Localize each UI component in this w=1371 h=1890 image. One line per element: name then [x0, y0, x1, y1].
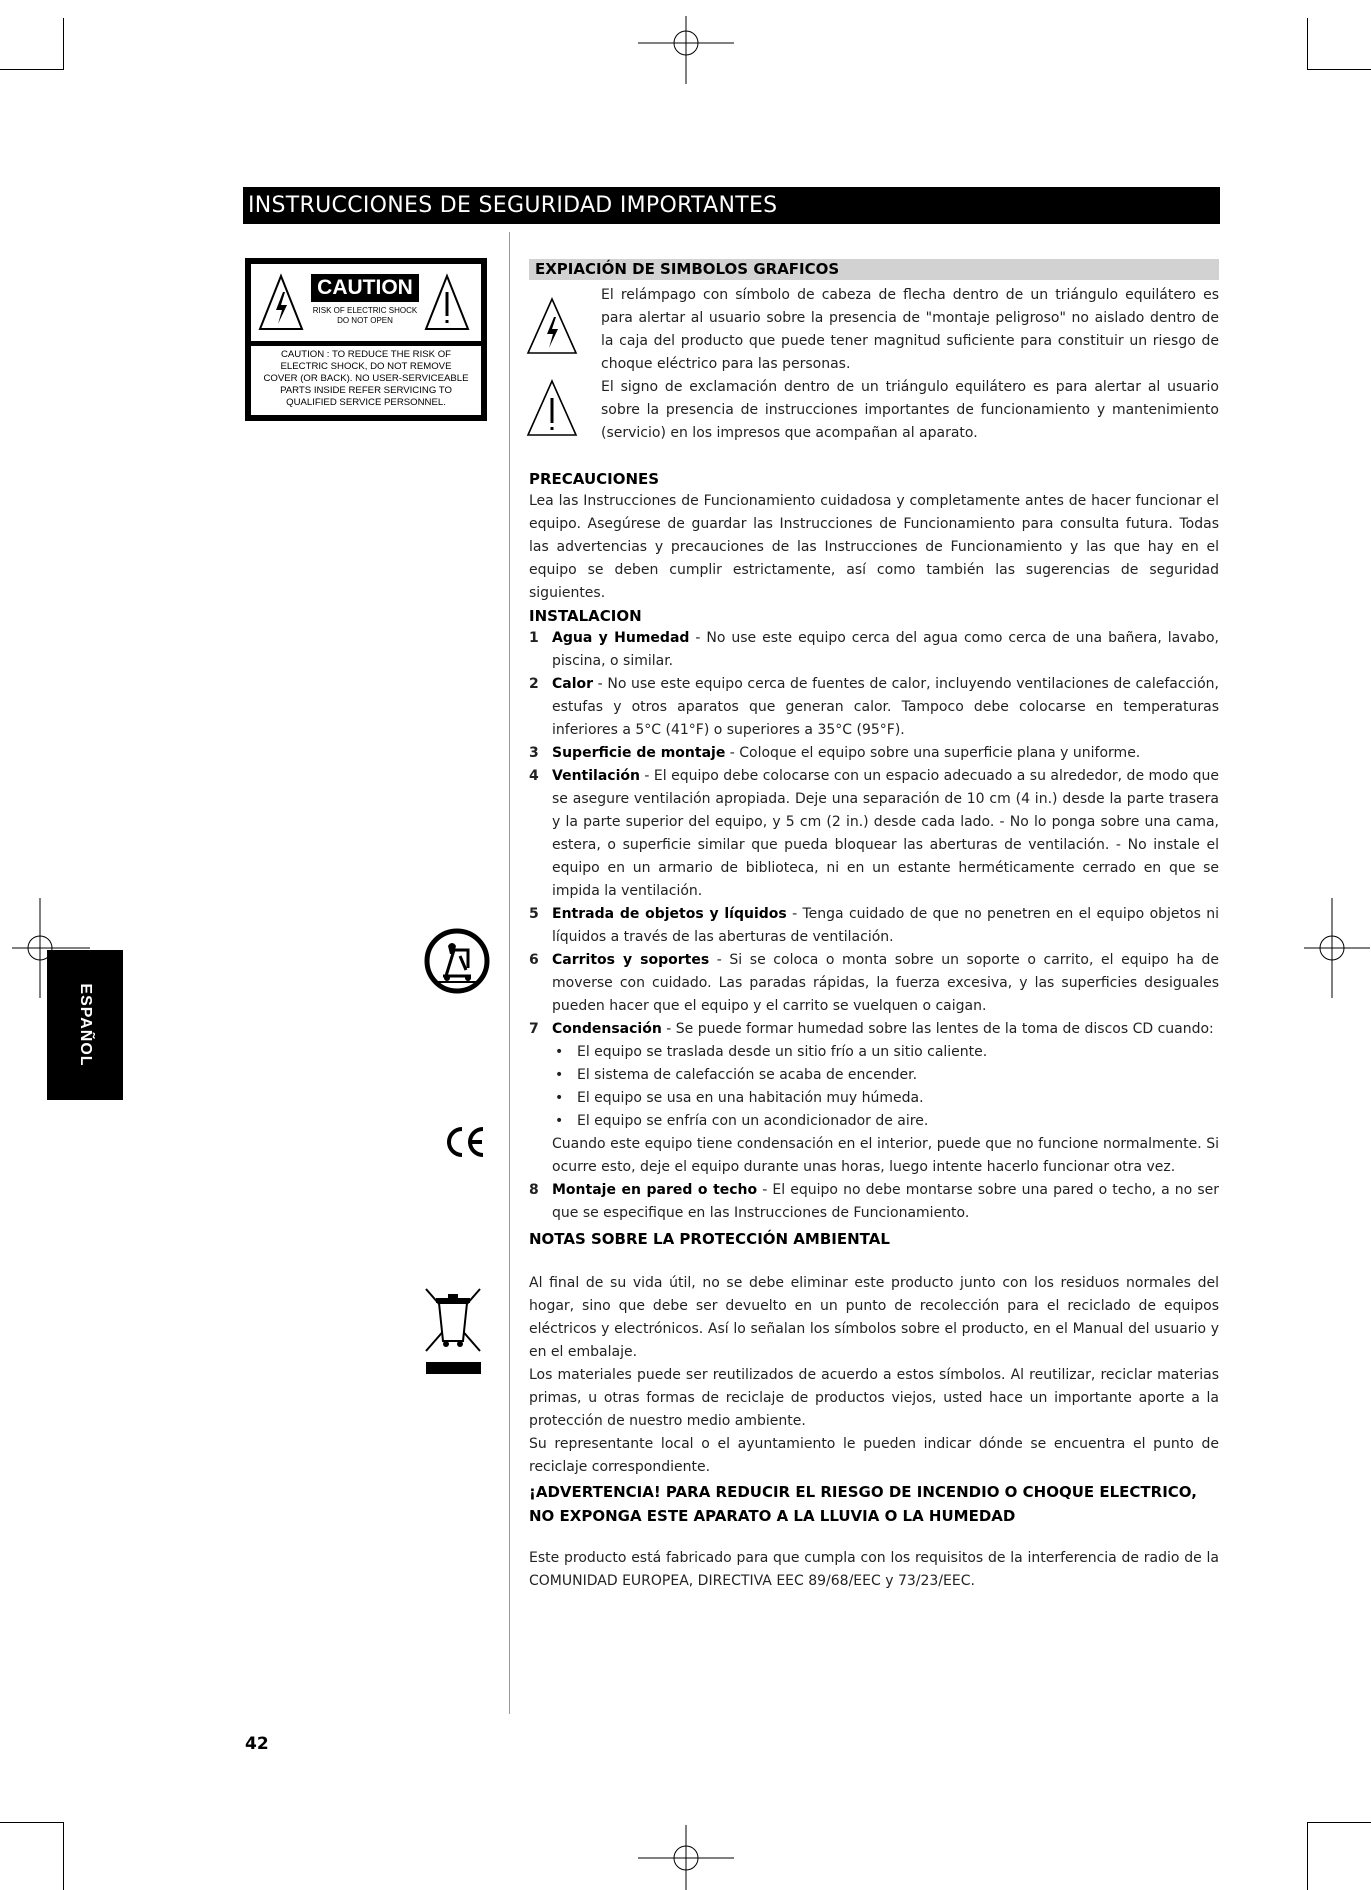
caution-heading: CAUTION: [311, 274, 419, 302]
list-item: 4 Ventilación - El equipo debe colocarse con un espacio adecuado a su alrededor, de modo que se asegure ventilación apropiada. Deje una separación de 10 cm (4 in.) desde la parte trasera y la parte superior del equipo, y 5 cm (2 in.) desde cada lado. - No lo ponga sobre una cama, estera, o superficie similar que pueda bloquear las aberturas de ventilación. - No instale el equipo en un armario de biblioteca, ni en un estante herméticamente cerrado en que se impida la ventilación.: [529, 768, 1219, 899]
crop-mark: [1308, 69, 1371, 70]
installation-heading: INSTALACION: [529, 607, 642, 625]
list-item: 5 Entrada de objetos y líquidos - Tenga cuidado de que no penetren en el equipo objetos ni líquidos a través de las aberturas de ventilación.: [529, 906, 1219, 945]
ce-mark-icon: [443, 1125, 487, 1159]
column-divider: [509, 232, 510, 1714]
precautions-text: Lea las Instrucciones de Funcionamiento cuidadosa y completamente antes de hacer funcionar el equipo. Asegúrese de guardar las Instrucciones de Funcionamiento para consulta futura. Todas las advertencias y precauciones de las Instrucciones de Funcionamiento y las que hay en el equipo se deben cumplir estrictamente, así como también las sugerencias de seguridad siguientes.: [529, 493, 1219, 601]
lightning-symbol-text: El relámpago con símbolo de cabeza de flecha dentro de un triángulo equilátero es para alertar al usuario sobre la presencia de "montaje peligroso" no aislado dentro de la caja del producto que puede tener magnitud suficiente para constituir un riesgo de choque eléctrico para las personas.: [601, 287, 1219, 372]
caution-divider: [251, 341, 481, 346]
lightning-warning-icon: [257, 272, 305, 332]
symbols-heading: EXPIACIÓN DE SIMBOLOS GRAFICOS: [529, 259, 1219, 280]
list-item: 3 Superficie de montaje - Coloque el equipo sobre una superficie plana y uniforme.: [529, 745, 1141, 761]
crop-mark: [0, 69, 63, 70]
list-item: 2 Calor - No use este equipo cerca de fuentes de calor, incluyendo ventilaciones de calefacción, estufas y otros aparatos que generan calor. Tampoco debe colocarse en temperaturas inferiores a 5°C (41°F) o superiores a 35°C (95°F).: [529, 676, 1219, 738]
warning-text: Este producto está fabricado para que cumpla con los requisitos de la interferencia de radio de la COMUNIDAD EUROPEA, DIRECTIVA EEC 89/68/EEC y 73/23/EEC.: [529, 1550, 1219, 1589]
bullet-item: • El equipo se enfría con un acondicionador de aire.: [552, 1110, 1219, 1133]
exclamation-triangle-icon: [526, 378, 578, 438]
warning-heading: ¡ADVERTENCIA! PARA REDUCIR EL RIESGO DE INCENDIO O CHOQUE ELECTRICO, NO EXPONGA ESTE APARATO A LA LLUVIA O LA HUMEDAD: [529, 1483, 1197, 1525]
page-title: INSTRUCCIONES DE SEGURIDAD IMPORTANTES: [243, 187, 1220, 224]
environment-text-1: Al final de su vida útil, no se debe eliminar este producto junto con los residuos normales del hogar, sino que debe ser devuelto en un punto de recolección para el reciclado de equipos eléctricos y electrónicos. Así lo señalan los símbolos sobre el producto, en el Manual del usuario y en el embalaje.: [529, 1275, 1219, 1360]
caution-text: CAUTION : TO REDUCE THE RISK OF ELECTRIC SHOCK, DO NOT REMOVE COVER (OR BACK). NO USER-SERVICEABLE PARTS INSIDE REFER SERVICING TO QUALIFIED SERVICE PERSONNEL.: [263, 349, 469, 408]
list-item: 7 Condensación - Se puede formar humedad sobre las lentes de la toma de discos CD cuando: • El equipo se traslada desde un sitio frío a un sitio caliente. • El sistema de calefacción se acaba de encender. • El equipo se usa en una habitación muy húmeda. • El equipo se enfría con un acondicionador de aire. Cuando este equipo tiene condensación en el interior, puede que no funcione normalmente. Si ocurre esto, deje el equipo durante unas horas, luego intente hacerlo funcionar otra vez.: [529, 1018, 1219, 1179]
exclamation-warning-icon: [423, 272, 471, 332]
condensation-bullets: [552, 1041, 1219, 1133]
environment-text-2: Los materiales puede ser reutilizados de acuerdo a estos símbolos. Al reutilizar, reciclar materias primas, u otras formas de reciclaje de productos viejos, usted hace un importante aporte a la protección de nuestro medio ambiente.: [529, 1367, 1219, 1429]
list-item: 1 Agua y Humedad - No use este equipo cerca del agua como cerca de una bañera, lavabo, piscina, o similar.: [529, 630, 1220, 669]
bullet-item: • El equipo se usa en una habitación muy húmeda.: [552, 1087, 1219, 1110]
lightning-triangle-icon: [526, 296, 578, 356]
condensation-note: Cuando este equipo tiene condensación en el interior, puede que no funcione normalmente. Si ocurre esto, deje el equipo durante unas horas, luego intente hacerlo funcionar otra vez.: [552, 1136, 1219, 1175]
environment-text-3: Su representante local o el ayuntamiento le pueden indicar dónde se encuentra el punto de reciclaje correspondiente.: [529, 1436, 1219, 1475]
caution-subtext: RISK OF ELECTRIC SHOCK DO NOT OPEN: [312, 306, 418, 325]
bullet-item: • El sistema de calefacción se acaba de encender.: [552, 1064, 1219, 1087]
registration-mark: [1292, 898, 1371, 998]
registration-mark: [636, 1815, 736, 1890]
crop-mark: [0, 1822, 63, 1823]
list-item: 8 Montaje en pared o techo - El equipo no debe montarse sobre una pared o techo, a no ser que se especifique en las Instrucciones de Funcionamiento.: [529, 1182, 1219, 1221]
bullet-item: • El equipo se traslada desde un sitio frío a un sitio caliente.: [552, 1041, 1219, 1064]
caution-label: [245, 258, 487, 421]
environment-heading: NOTAS SOBRE LA PROTECCIÓN AMBIENTAL: [529, 1230, 890, 1248]
list-item: 6 Carritos y soportes - Si se coloca o monta sobre un soporte o carrito, el equipo ha de moverse con cuidado. Las paradas rápidas, la fuerza excesiva, y las superficies desiguales pueden hacer que el equipo y el carrito se vuelquen o caigan.: [529, 952, 1219, 1014]
crop-mark: [63, 1822, 64, 1890]
exclamation-symbol-text: El signo de exclamación dentro de un triángulo equilátero es para alertar al usuario sobre la presencia de instrucciones importantes de funcionamiento y mantenimiento (servicio) en los impresos que acompañan al aparato.: [601, 379, 1219, 441]
crop-mark: [1307, 1822, 1308, 1890]
registration-mark: [636, 0, 736, 100]
crop-mark: [1308, 1822, 1371, 1823]
language-tab: [47, 950, 123, 1100]
crop-mark: [1307, 18, 1308, 70]
page-number: 42: [245, 1734, 269, 1754]
language-tab-label: ESPAÑOL: [77, 983, 94, 1067]
crop-mark: [63, 18, 64, 70]
precautions-heading: PRECAUCIONES: [529, 470, 660, 488]
cart-tip-over-icon: [424, 928, 490, 994]
installation-list: [529, 627, 1219, 1225]
weee-bin-icon: [422, 1285, 484, 1375]
